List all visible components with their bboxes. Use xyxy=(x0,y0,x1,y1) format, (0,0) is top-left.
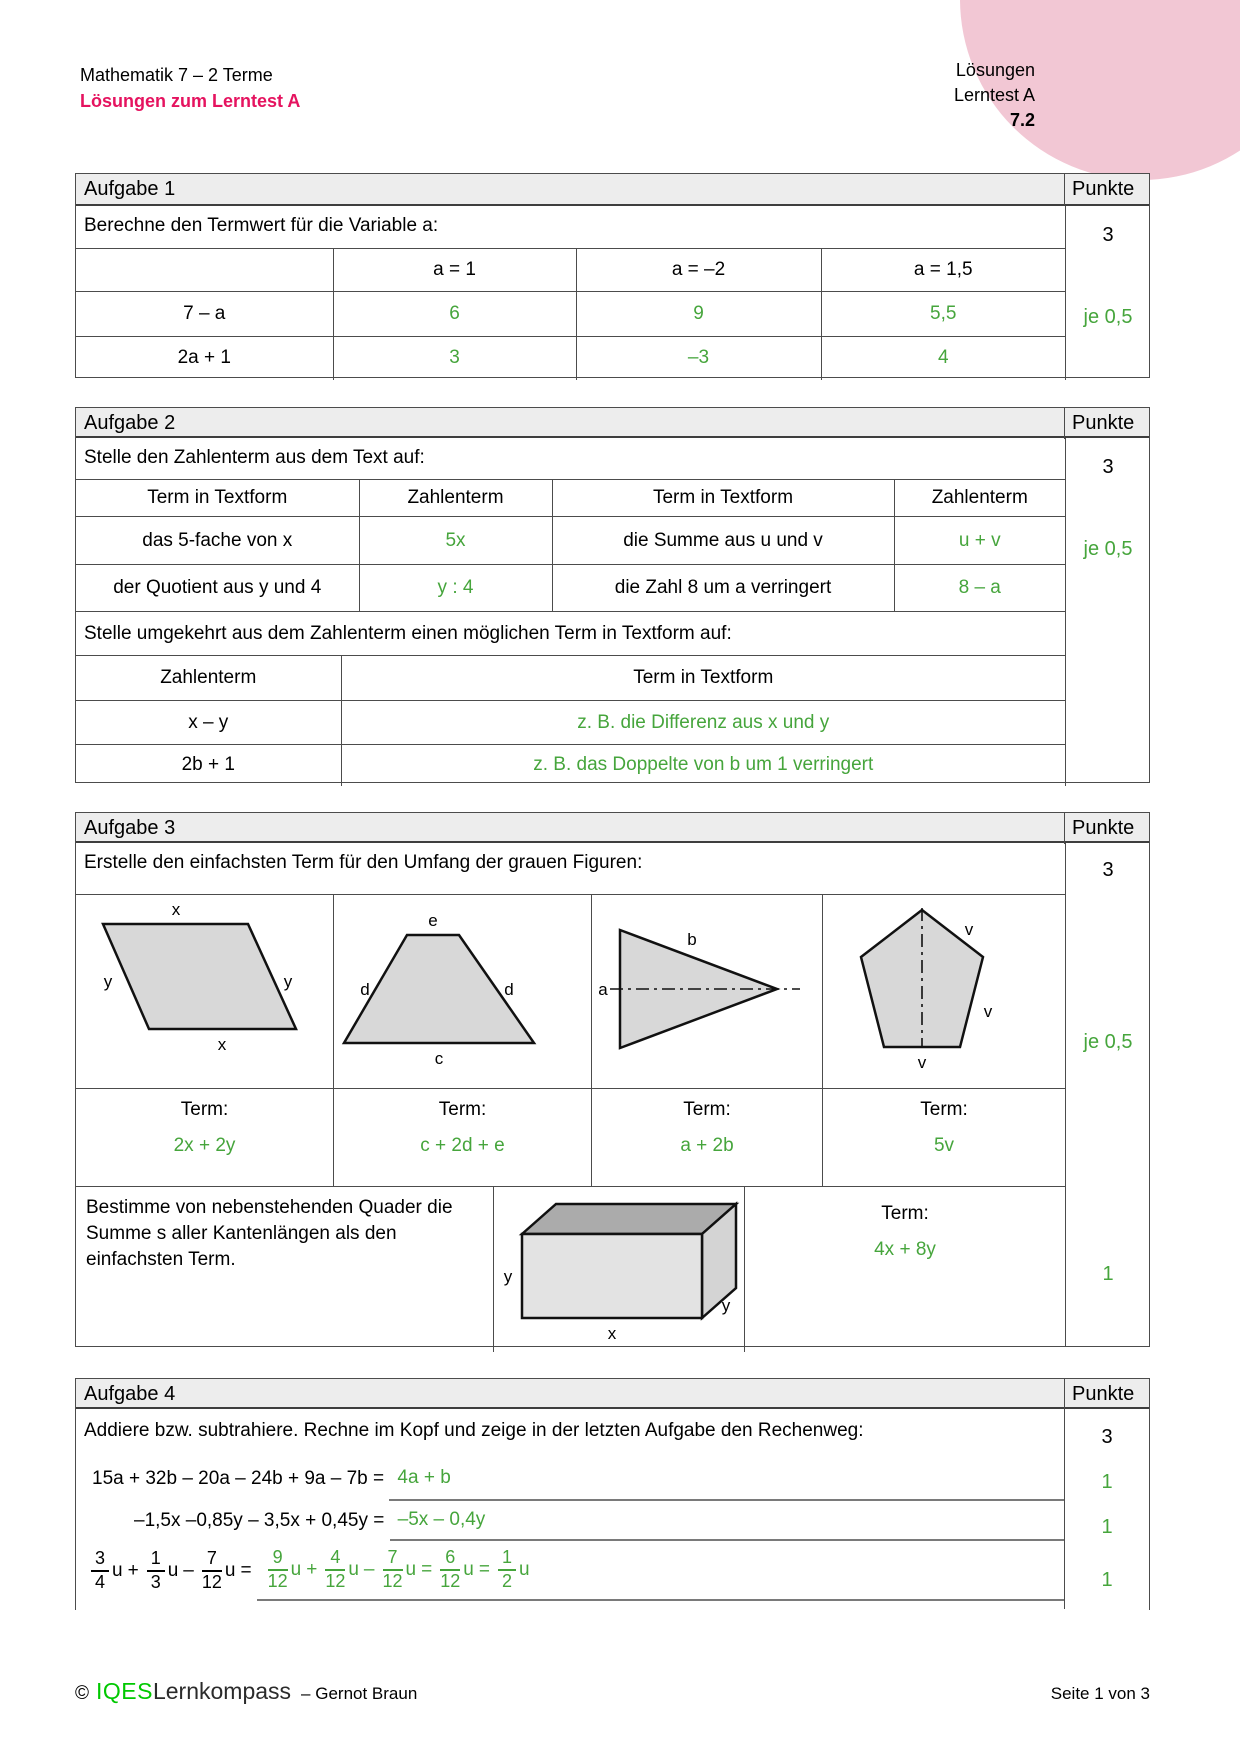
task3-header xyxy=(76,813,1149,843)
side-label: v xyxy=(964,920,974,939)
answer-cell: u + v xyxy=(894,517,1065,565)
header-corner xyxy=(954,58,1035,133)
term-label: Term: xyxy=(920,1099,968,1120)
points-total: 3 xyxy=(1102,859,1114,881)
brand-iqes: IQES xyxy=(96,1678,153,1704)
term-cell xyxy=(822,1089,1065,1186)
points-column-label: Punkte xyxy=(1064,813,1149,844)
operator: – xyxy=(363,1559,375,1580)
fraction: $\frac{7}{12}$ xyxy=(382,1547,403,1591)
variable: u xyxy=(348,1559,359,1580)
term-label: 7 – a xyxy=(76,292,333,337)
corner-line1: Lösungen xyxy=(955,60,1035,80)
answer-line xyxy=(389,1456,1064,1501)
points-column-label: Punkte xyxy=(1064,1379,1149,1410)
table-row xyxy=(76,292,1065,337)
side-label: y xyxy=(283,972,293,991)
problem-expression: –1,5x –0,85y – 3,5x + 0,45y = xyxy=(134,1510,390,1531)
task1-instruction: Berechne den Termwert für die Variable a: xyxy=(84,215,439,236)
term-label: Term: xyxy=(438,1099,487,1120)
problem-expression: 15a + 32b – 20a – 24b + 9a – 7b = xyxy=(92,1467,390,1489)
fraction: $\frac{6}{12}$ xyxy=(440,1547,461,1591)
problem-expression xyxy=(88,1548,257,1593)
header-a3: a = 1,5 xyxy=(821,249,1065,292)
figures-row xyxy=(76,894,1065,1088)
figure-triangle xyxy=(591,895,822,1094)
points-line3: 1 xyxy=(1101,1569,1113,1591)
course-title: Mathematik 7 – 2 Terme xyxy=(80,65,273,85)
points-column-label: Punkte xyxy=(1064,174,1149,205)
table-row xyxy=(76,565,1065,612)
task2-title: Aufgabe 2 xyxy=(84,412,176,434)
table-row xyxy=(76,337,1065,380)
term-label: Term: xyxy=(683,1099,731,1120)
operator: + xyxy=(127,1560,139,1581)
slant-label: b xyxy=(687,930,697,949)
points-each: je 0,5 xyxy=(1083,306,1133,328)
task4-points-column xyxy=(1064,1409,1149,1609)
answer-cell: z. B. die Differenz aus x und y xyxy=(341,701,1065,745)
figure-parallelogram xyxy=(76,895,333,1094)
exercise-line2 xyxy=(76,1501,1064,1541)
page-footer xyxy=(75,1678,1150,1705)
task2-header xyxy=(76,408,1149,438)
answer-cell: 5x xyxy=(359,517,552,565)
points-line1: 1 xyxy=(1101,1471,1113,1493)
text-term: die Summe aus u und v xyxy=(552,517,894,565)
text-term: der Quotient aus y und 4 xyxy=(76,565,359,612)
variable: u xyxy=(112,1560,123,1581)
answer-expression: –5x – 0,4y xyxy=(397,1509,486,1530)
answer-cell: 4 xyxy=(821,337,1065,380)
cuboid-task-text-cell xyxy=(76,1187,493,1352)
points-line2: 1 xyxy=(1101,1516,1113,1538)
page-title: Lösungen zum Lerntest A xyxy=(80,91,301,111)
task3-title: Aufgabe 3 xyxy=(84,817,176,839)
task2-table1 xyxy=(76,479,1065,612)
operator: – xyxy=(183,1560,194,1581)
number-term: x – y xyxy=(76,701,341,745)
header-a2: a = –2 xyxy=(576,249,821,292)
term-answer: a + 2b xyxy=(680,1135,734,1156)
term-answer: 4x + 8y xyxy=(874,1239,936,1260)
variable: u xyxy=(224,1560,236,1581)
side-label: x xyxy=(217,1035,227,1054)
task1-title: Aufgabe 1 xyxy=(84,178,176,200)
answer-cell: y : 4 xyxy=(359,565,552,612)
task2-table2 xyxy=(76,655,1065,786)
term-answer: 5v xyxy=(933,1135,955,1156)
figure-trapezoid xyxy=(333,895,591,1094)
task1-section xyxy=(75,173,1150,378)
term-label: 2a + 1 xyxy=(76,337,333,380)
fraction: $\frac{7}{12}$ xyxy=(201,1548,222,1592)
answer-cell: 8 – a xyxy=(894,565,1065,612)
side-label: d xyxy=(504,980,514,999)
page-number: Seite 1 von 3 xyxy=(1050,1684,1150,1703)
side-label: e xyxy=(428,911,438,930)
number-term: 2b + 1 xyxy=(76,745,341,786)
edge-label: y xyxy=(503,1267,513,1286)
brand-lernkompass: Lernkompass xyxy=(152,1678,292,1704)
author-name: – Gernot Braun xyxy=(301,1684,418,1703)
answer-expression: 4a + b xyxy=(397,1466,451,1488)
answer-cell: –3 xyxy=(576,337,821,380)
width-label: a xyxy=(598,980,608,999)
operator: + xyxy=(306,1559,318,1580)
side-label: y xyxy=(103,972,113,991)
task4-instruction: Addiere bzw. subtrahiere. Rechne im Kopf und zeige in der letzten Aufgabe den Rechenweg: xyxy=(84,1420,864,1441)
table-header-row xyxy=(76,656,1065,701)
points-each: je 0,5 xyxy=(1083,538,1133,560)
cuboid-term-cell xyxy=(744,1187,1065,1352)
fraction: $\frac{4}{12}$ xyxy=(325,1547,346,1591)
copyright-symbol: © xyxy=(75,1683,89,1704)
task4-header xyxy=(76,1379,1149,1409)
answer-cell: 3 xyxy=(333,337,576,380)
terms-row xyxy=(76,1088,1065,1186)
task2-section xyxy=(75,407,1150,783)
figure-pentagon xyxy=(822,895,1065,1094)
table-header-row xyxy=(76,249,1065,292)
answer-cell: 6 xyxy=(333,292,576,337)
answer-line xyxy=(257,1541,1064,1601)
header-left xyxy=(80,62,300,114)
task4-title: Aufgabe 4 xyxy=(84,1383,176,1405)
col-header: Term in Textform xyxy=(341,656,1065,701)
col-header: Zahlenterm xyxy=(894,480,1065,517)
task3-instruction: Erstelle den einfachsten Term für den Umfang der grauen Figuren: xyxy=(84,852,643,873)
answer-line xyxy=(390,1501,1064,1541)
header-a1: a = 1 xyxy=(333,249,576,292)
side-label: d xyxy=(360,980,370,999)
equals-sign: = xyxy=(240,1560,252,1581)
equals-sign: = xyxy=(421,1559,433,1580)
text-term: die Zahl 8 um a verringert xyxy=(552,565,894,612)
task1-points-column xyxy=(1065,206,1150,380)
task2-instruction2: Stelle umgekehrt aus dem Zahlenterm einen möglichen Term in Textform auf: xyxy=(84,623,732,644)
trapezoid-figure xyxy=(334,895,591,1089)
points-quader: 1 xyxy=(1102,1263,1114,1285)
col-header: Term in Textform xyxy=(76,480,359,517)
points-total: 3 xyxy=(1102,224,1114,246)
answer-cell: 5,5 xyxy=(821,292,1065,337)
cuboid-instruction: Bestimme von nebenstehenden Quader die Summe s aller Kantenlängen als den einfachsten Term. xyxy=(86,1197,453,1270)
term-answer: 2x + 2y xyxy=(173,1135,236,1156)
term-answer: c + 2d + e xyxy=(420,1135,505,1156)
variable: u xyxy=(290,1559,302,1580)
cuboid-figure-cell xyxy=(493,1187,744,1352)
task1-header xyxy=(76,174,1149,206)
exercise-line1 xyxy=(76,1456,1064,1501)
cuboid-figure xyxy=(494,1187,745,1347)
points-each: je 0,5 xyxy=(1083,1031,1133,1053)
answer-cell: z. B. das Doppelte von b um 1 verringert xyxy=(341,745,1065,786)
corner-section-number: 7.2 xyxy=(1009,110,1035,130)
edge-label: x xyxy=(607,1324,617,1343)
table-row xyxy=(76,701,1065,745)
answer-cell: 9 xyxy=(576,292,821,337)
cuboid-row xyxy=(76,1186,1065,1346)
exercise-line3 xyxy=(76,1541,1064,1601)
term-cell xyxy=(333,1089,591,1186)
triangle-figure xyxy=(592,895,822,1089)
fraction: $\frac{9}{12}$ xyxy=(267,1547,288,1591)
equals-sign: = xyxy=(478,1559,490,1580)
variable: u xyxy=(463,1559,474,1580)
task2-points-column xyxy=(1065,438,1150,786)
corner-line2: Lerntest A xyxy=(953,85,1035,105)
table-row xyxy=(76,745,1065,786)
variable: u xyxy=(167,1560,179,1581)
side-label: v xyxy=(917,1053,927,1072)
pentagon-figure xyxy=(823,895,1065,1089)
task1-values-table xyxy=(76,248,1065,380)
side-label: c xyxy=(434,1049,444,1068)
task3-section xyxy=(75,812,1150,1347)
fraction: $\frac{1}{2}$ xyxy=(498,1547,516,1592)
text-term: das 5-fache von x xyxy=(76,517,359,565)
col-header: Zahlenterm xyxy=(359,480,552,517)
points-column-label: Punkte xyxy=(1064,408,1149,439)
variable: u xyxy=(405,1559,417,1580)
edge-label: y xyxy=(721,1296,731,1315)
task2-instruction1: Stelle den Zahlenterm aus dem Text auf: xyxy=(84,447,425,468)
points-total: 3 xyxy=(1102,456,1114,478)
table-header-row xyxy=(76,480,1065,517)
col-header: Term in Textform xyxy=(552,480,894,517)
task4-section xyxy=(75,1378,1150,1610)
empty-header-cell xyxy=(76,249,333,292)
table-row xyxy=(76,517,1065,565)
fraction: $\frac{1}{3}$ xyxy=(147,1548,165,1593)
side-label: x xyxy=(171,900,181,919)
task3-points-column xyxy=(1065,843,1150,1346)
term-label: Term: xyxy=(180,1099,229,1120)
col-header: Zahlenterm xyxy=(76,656,341,701)
term-cell xyxy=(76,1089,333,1186)
points-total: 3 xyxy=(1101,1426,1113,1448)
parallelogram-figure xyxy=(76,895,333,1089)
variable: u xyxy=(518,1559,530,1580)
fraction: $\frac{3}{4}$ xyxy=(91,1548,109,1593)
side-label: v xyxy=(983,1002,993,1021)
term-cell xyxy=(591,1089,822,1186)
term-label: Term: xyxy=(881,1203,929,1224)
